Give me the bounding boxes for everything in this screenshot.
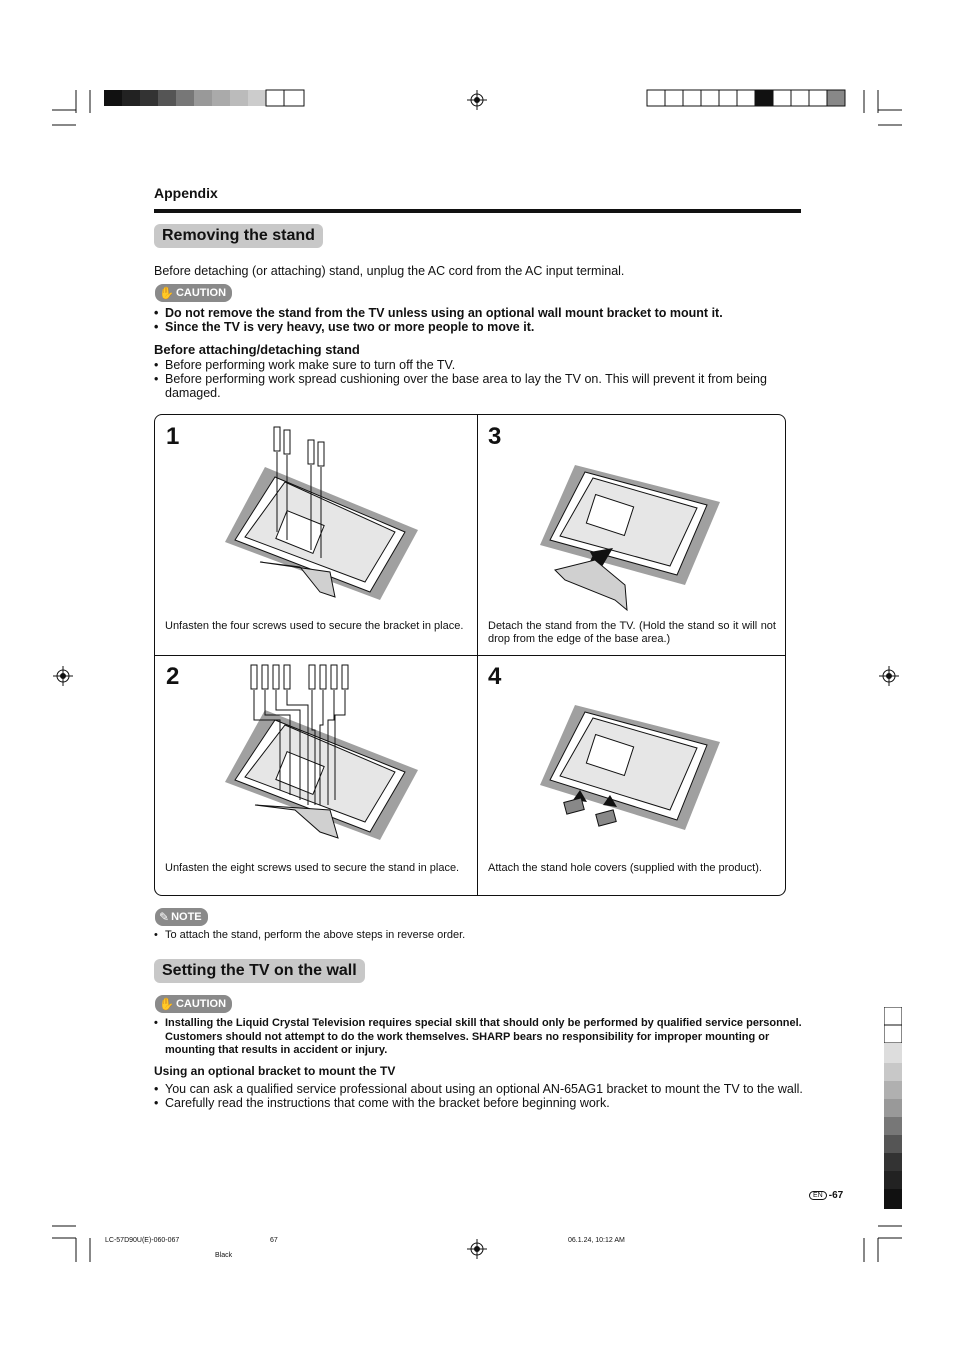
note-list: [154, 929, 804, 942]
section-label: Appendix: [154, 185, 218, 201]
step-number: 3: [488, 423, 502, 450]
step-caption: Unfasten the eight screws used to secure the stand in place.: [165, 862, 460, 874]
wall-caution-list: [154, 1017, 804, 1058]
step1-illustration: [220, 422, 420, 607]
footer-datetime: 06.1.24, 10:12 AM: [568, 1237, 625, 1244]
steps-divider-horizontal: [155, 655, 785, 656]
footer-page: 67: [270, 1237, 278, 1244]
caution-item: • Do not remove the stand from the TV unless using an optional wall mount bracket to mount it.: [154, 306, 804, 320]
bracket-heading: Using an optional bracket to mount the TV: [154, 1064, 396, 1078]
step4-illustration: [535, 700, 725, 840]
caution-badge: ✋ CAUTION: [155, 284, 232, 302]
footer-color: Black: [215, 1252, 233, 1259]
caution-item: • Since the TV is very heavy, use two or more people to move it.: [154, 320, 804, 334]
header-rule: [154, 209, 801, 213]
before-item: • Before performing work spread cushioning over the base area to lay the TV on. This will prevent it from being damaged.: [154, 372, 804, 400]
caution-list: [154, 306, 804, 334]
grayscale-tab-strip: [884, 1007, 902, 1209]
caution-badge: ✋ CAUTION: [155, 995, 232, 1013]
step2-illustration: [220, 660, 420, 845]
language-badge: EN: [809, 1191, 827, 1200]
bracket-list: [154, 1082, 804, 1110]
note-item: • To attach the stand, perform the above steps in reverse order.: [154, 929, 804, 942]
pencil-icon: ✎: [159, 910, 170, 924]
bracket-item: • Carefully read the instructions that come with the bracket before beginning work.: [154, 1096, 804, 1110]
bracket-item: • You can ask a qualified service professional about using an optional AN-65AG1 bracket to mount the TV to the wall.: [154, 1082, 804, 1096]
step3-illustration: [535, 460, 725, 615]
removing-title: Removing the stand: [154, 224, 323, 248]
note-badge: ✎ NOTE: [155, 908, 208, 926]
step-caption: Detach the stand from the TV. (Hold the stand so it will not drop from the edge of the base area.): [488, 620, 776, 645]
removing-intro: Before detaching (or attaching) stand, unplug the AC cord from the AC input terminal.: [154, 264, 625, 278]
wall-title: Setting the TV on the wall: [154, 959, 365, 983]
before-heading: Before attaching/detaching stand: [154, 342, 360, 357]
step-number: 2: [166, 663, 180, 690]
step-number: 1: [166, 423, 180, 450]
page-number: EN -67: [809, 1190, 843, 1201]
step-caption: Unfasten the four screws used to secure the bracket in place.: [165, 620, 464, 632]
before-item: • Before performing work make sure to turn off the TV.: [154, 358, 804, 372]
hand-icon: ✋: [159, 997, 174, 1011]
caution-item: • Installing the Liquid Crystal Television requires special skill that should only be performed by qualified service personnel. Customers should not attempt to do the work themselves. SHARP bears no responsibility for improper mounting or mounting that results in accident or injury.: [154, 1017, 804, 1058]
step-caption: Attach the stand hole covers (supplied with the product).: [488, 862, 762, 874]
footer-file: LC-57D90U(E)-060-067: [105, 1237, 180, 1244]
before-list: [154, 358, 804, 400]
step-number: 4: [488, 663, 502, 690]
hand-icon: ✋: [159, 286, 174, 300]
